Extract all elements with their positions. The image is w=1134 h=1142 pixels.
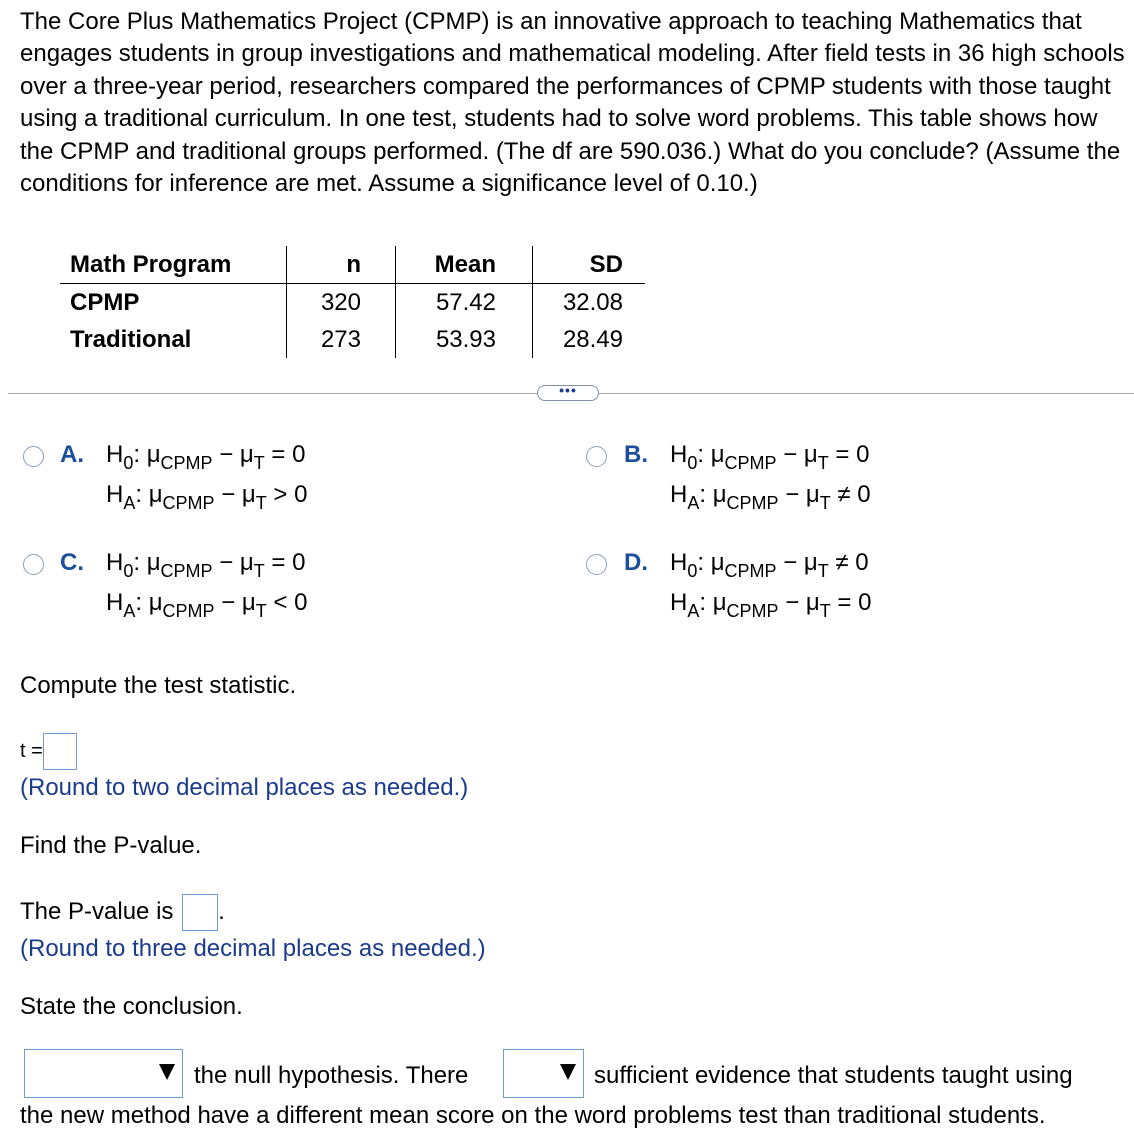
minus-sign: − (785, 589, 800, 616)
conclusion-prompt: State the conclusion. (20, 993, 243, 1020)
cell-mean: 57.42 (396, 284, 533, 322)
t-row (20, 733, 77, 770)
table-row (60, 284, 645, 322)
col-header-n: n (287, 246, 396, 284)
pvalue-row (20, 893, 225, 931)
colon: : (133, 441, 141, 468)
mu-t-sub: T (255, 601, 267, 621)
mu-symbol: μ (803, 549, 818, 576)
option-b-h0 (670, 441, 870, 473)
t-input[interactable] (43, 733, 77, 770)
mu-symbol: μ (146, 441, 161, 468)
conclusion-mid-text: the null hypothesis. There (194, 1062, 469, 1089)
ha-sub: A (687, 601, 700, 621)
mu-t-sub: T (819, 601, 831, 621)
option-c-letter: C. (60, 549, 84, 576)
option-a-letter: A. (60, 441, 84, 468)
pvalue-period: . (218, 898, 225, 925)
h0-relation: = 0 (271, 549, 306, 576)
pvalue-prompt: Find the P-value. (20, 832, 202, 859)
col-header-sd: SD (533, 246, 646, 284)
col-header-program: Math Program (60, 246, 287, 284)
cell-program: Traditional (60, 321, 287, 358)
colon: : (697, 549, 705, 576)
mu-symbol: μ (239, 549, 254, 576)
evidence-dropdown[interactable] (503, 1049, 584, 1098)
option-d-letter: D. (624, 549, 648, 576)
h-symbol: H (106, 589, 124, 616)
cell-sd: 32.08 (562, 289, 623, 316)
mu-symbol: μ (805, 481, 820, 508)
colon: : (135, 589, 143, 616)
mu-cpmp-sub: CPMP (162, 601, 215, 621)
option-b-letter: B. (624, 441, 648, 468)
option-a-h0 (106, 441, 306, 473)
chevron-down-icon (159, 1064, 175, 1080)
mu-symbol: μ (710, 441, 725, 468)
ha-sub: A (123, 493, 136, 513)
more-options-button[interactable]: ••• (537, 385, 599, 401)
mu-symbol: μ (805, 589, 820, 616)
cell-sd: 28.49 (562, 326, 623, 353)
option-a-radio[interactable] (23, 446, 44, 467)
table-row (60, 321, 645, 358)
mu-t-sub: T (253, 453, 265, 473)
mu-symbol: μ (146, 549, 161, 576)
minus-sign: − (785, 481, 800, 508)
ha-relation: ≠ 0 (837, 481, 871, 508)
pvalue-hint: (Round to three decimal places as needed.) (20, 935, 486, 962)
mu-symbol: μ (712, 481, 727, 508)
t-hint: (Round to two decimal places as needed.) (20, 774, 469, 801)
mu-cpmp-sub: CPMP (160, 453, 213, 473)
mu-t-sub: T (253, 561, 265, 581)
h0-sub: 0 (123, 453, 134, 473)
option-c-ha (106, 589, 308, 621)
problem-statement: The Core Plus Mathematics Project (CPMP) is an innovative approach to teaching Mathematics that engages students in group investigations and mathematical modeling. After field tests in 36 high schools over a three-year period, researchers compared the performances of CPMP students with those taught using a traditional curriculum. In one test, students had to solve word problems. This table shows how the CPMP and traditional groups performed. (The df are 590.036.) What do you conclude? (Assume the conditions for inference are met. Assume a significance level of 0.10.) (20, 8, 1125, 198)
mu-cpmp-sub: CPMP (726, 601, 779, 621)
t-label: t = (20, 740, 43, 762)
h0-relation: ≠ 0 (835, 549, 869, 576)
ha-relation: = 0 (837, 589, 872, 616)
cell-program: CPMP (60, 284, 287, 322)
mu-symbol: μ (239, 441, 254, 468)
cell-n: 273 (287, 321, 396, 358)
minus-sign: − (219, 441, 234, 468)
h-symbol: H (670, 589, 688, 616)
col-header-mean: Mean (396, 246, 533, 284)
minus-sign: − (221, 589, 236, 616)
mu-t-sub: T (817, 453, 829, 473)
option-d-h0 (670, 549, 869, 581)
minus-sign: − (221, 481, 236, 508)
cell-n: 320 (287, 284, 396, 322)
mu-cpmp-sub: CPMP (160, 561, 213, 581)
ha-relation: < 0 (273, 589, 308, 616)
h-symbol: H (670, 481, 688, 508)
option-d-radio[interactable] (586, 554, 607, 575)
colon: : (135, 481, 143, 508)
mu-symbol: μ (148, 589, 163, 616)
h0-sub: 0 (687, 561, 698, 581)
option-b-ha (670, 481, 871, 513)
colon: : (133, 549, 141, 576)
mu-t-sub: T (817, 561, 829, 581)
decision-dropdown[interactable] (24, 1049, 183, 1098)
mu-symbol: μ (148, 481, 163, 508)
colon: : (699, 481, 707, 508)
mu-cpmp-sub: CPMP (162, 493, 215, 513)
mu-cpmp-sub: CPMP (724, 561, 777, 581)
option-d-ha (670, 589, 872, 621)
h-symbol: H (670, 549, 688, 576)
table-header-row (60, 246, 645, 284)
option-c-h0 (106, 549, 306, 581)
h-symbol: H (106, 441, 124, 468)
option-a-ha (106, 481, 308, 513)
option-c-radio[interactable] (23, 554, 44, 575)
h0-sub: 0 (123, 561, 134, 581)
ha-relation: > 0 (273, 481, 308, 508)
minus-sign: − (783, 549, 798, 576)
conclusion-line2: the new method have a different mean score on the word problems test than traditional students. (20, 1102, 1046, 1129)
minus-sign: − (783, 441, 798, 468)
mu-cpmp-sub: CPMP (726, 493, 779, 513)
colon: : (697, 441, 705, 468)
h-symbol: H (106, 549, 124, 576)
data-table (60, 246, 645, 358)
conclusion-end-text: sufficient evidence that students taught using (594, 1062, 1073, 1089)
ha-sub: A (123, 601, 136, 621)
pvalue-label: The P-value is (20, 898, 174, 925)
h0-relation: = 0 (835, 441, 870, 468)
h0-relation: = 0 (271, 441, 306, 468)
h-symbol: H (106, 481, 124, 508)
mu-t-sub: T (255, 493, 267, 513)
mu-t-sub: T (819, 493, 831, 513)
chevron-down-icon (560, 1064, 576, 1080)
h-symbol: H (670, 441, 688, 468)
ha-sub: A (687, 493, 700, 513)
mu-symbol: μ (241, 481, 256, 508)
mu-symbol: μ (712, 589, 727, 616)
minus-sign: − (219, 549, 234, 576)
compute-prompt: Compute the test statistic. (20, 672, 297, 699)
colon: : (699, 589, 707, 616)
mu-symbol: μ (241, 589, 256, 616)
pvalue-input[interactable] (182, 894, 218, 931)
option-b-radio[interactable] (586, 446, 607, 467)
mu-symbol: μ (710, 549, 725, 576)
cell-mean: 53.93 (396, 321, 533, 358)
mu-symbol: μ (803, 441, 818, 468)
h0-sub: 0 (687, 453, 698, 473)
mu-cpmp-sub: CPMP (724, 453, 777, 473)
